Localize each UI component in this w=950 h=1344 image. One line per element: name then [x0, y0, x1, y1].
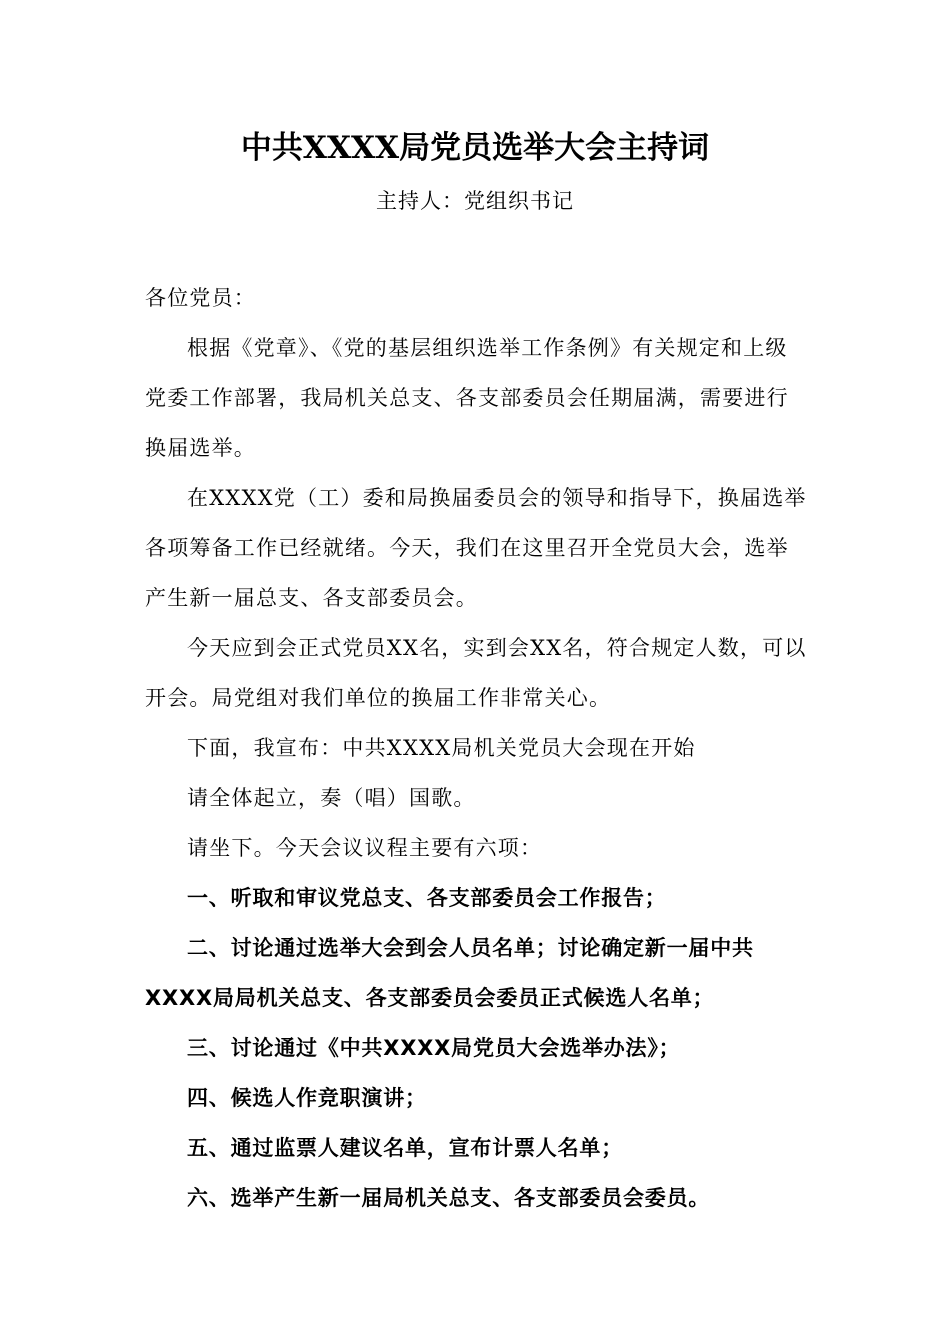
paragraph-6: 请坐下。今天会议议程主要有六项：: [187, 836, 543, 860]
document-body: [145, 323, 807, 1223]
document-title: 中共XXXX局党员选举大会主持词: [240, 130, 710, 166]
paragraph-2: 在XXXX党（工）委和局换届委员会的领导和指导下，换届选举各项筹备工作已经就绪。今天，我们在这里召开全党员大会，选举产生新一届总支、各支部委员会。: [145, 486, 807, 610]
agenda-item-4: 四、候选人作竞职演讲；: [187, 1086, 427, 1110]
paragraph-5: 请全体起立，奏（唱）国歌。: [187, 786, 476, 810]
paragraph-1: 根据《党章》、《党的基层组织选举工作条例》有关规定和上级党委工作部署，我局机关总支、各支部委员会任期届满，需要进行换届选举。: [145, 336, 789, 460]
agenda-item-3: 三、讨论通过《中共XXXX局党员大会选举办法》；: [187, 1036, 681, 1060]
agenda-item-2: 二、讨论通过选举大会到会人员名单；讨论确定新一届中共XXXX局局机关总支、各支部委员会委员正式候选人名单；: [145, 936, 754, 1010]
agenda-item-6: 六、选举产生新一届局机关总支、各支部委员会委员。: [187, 1186, 711, 1210]
paragraph-4: 下面，我宣布：中共XXXX局机关党员大会现在开始: [187, 736, 696, 760]
host-line: 主持人：党组织书记: [376, 189, 574, 213]
agenda-item-1: 一、听取和审议党总支、各支部委员会工作报告；: [187, 886, 667, 910]
paragraph-3: 今天应到会正式党员XX名，实到会XX名，符合规定人数，可以开会。局党组对我们单位的换届工作非常关心。: [145, 636, 807, 710]
salutation: [145, 273, 807, 323]
agenda-item-5: 五、通过监票人建议名单，宣布计票人名单；: [187, 1136, 623, 1160]
salutation-text: 各位党员：: [145, 286, 256, 310]
